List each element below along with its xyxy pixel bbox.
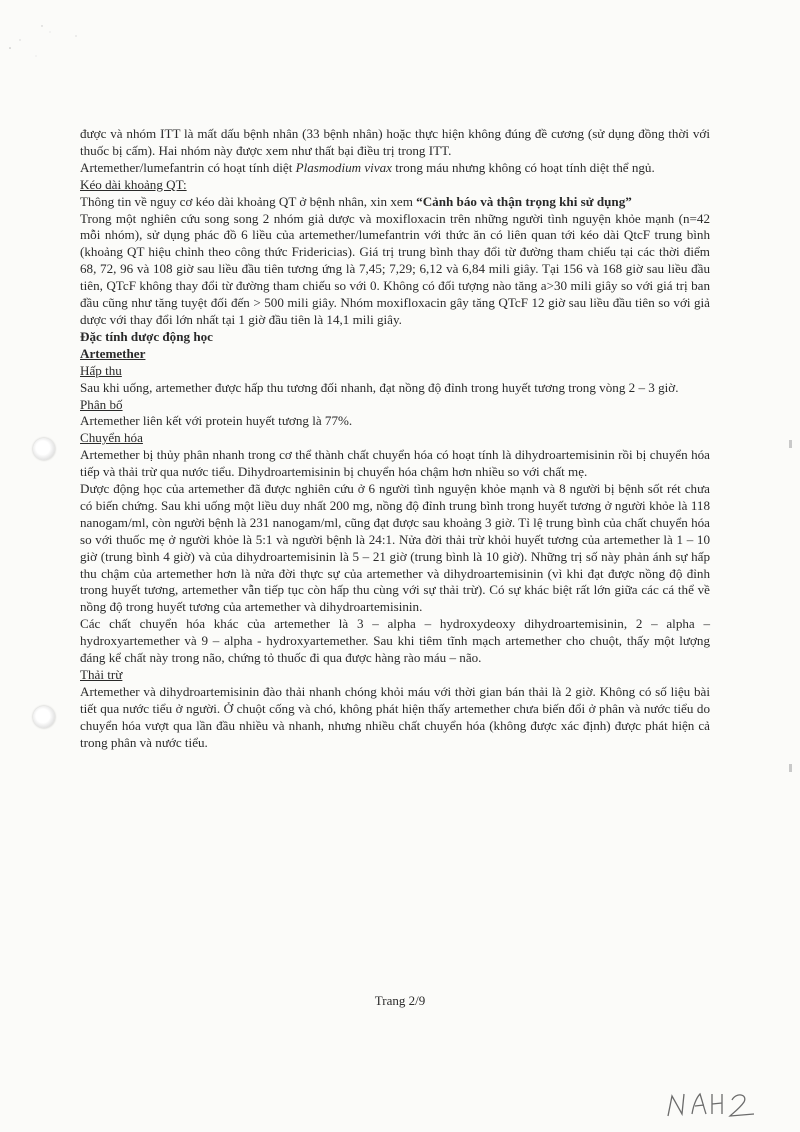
heading-elimination: Thải trừ xyxy=(80,667,123,682)
paragraph: Artemether bị thủy phân nhanh trong cơ thể thành chất chuyển hóa có hoạt tính là dihydroartemisinin rồi bị chuyển hóa tiếp và thải trừ qua nước tiểu. Dihydroartemisinin bị chuyển hóa chậm hơn nhiều so với chất mẹ. xyxy=(80,447,710,480)
species-name: Plasmodium vivax xyxy=(295,159,392,175)
section-heading-pharmacokinetics: Đặc tính dược động học xyxy=(80,328,213,344)
paragraph: Các chất chuyển hóa khác của artemether là 3 – alpha – hydroxydeoxy dihydroartemisinin, 2 – alpha – hydroxyartemether và 9 – alpha - hydroxyartemether. Sau khi tiêm tĩnh mạch artemether cho chuột, thấy một lượng đáng kể chất này trong não, chứng tỏ thuốc đi qua được hàng rào máu – não. xyxy=(80,616,710,666)
scan-specks xyxy=(6,18,96,68)
page-number: Trang 2/9 xyxy=(374,993,426,1008)
paragraph: Artemether/lumefantrin có hoạt tính diệt Plasmodium vivax trong máu nhưng không có hoạt tính diệt thể ngủ. xyxy=(80,159,655,175)
edge-mark xyxy=(789,764,792,772)
paragraph: Dược động học của artemether đã được nghiên cứu ở 6 người tình nguyện khỏe mạnh và 8 người bị bệnh sốt rét chưa có biến chứng. Sau khi uống một liều duy nhất 200 mg, nồng độ đỉnh trung bình trong huyết tương ở người khỏe là 118 nanogam/ml, còn người bệnh là 231 nanogam/ml, cũng đạt được sau khoảng 3 giờ. Tỉ lệ trung bình của chất chuyển hóa so với thuốc mẹ ở người khỏe là 5:1 và người bệnh là 24:1. Nửa đời thải trừ khỏi huyết tương của artemether là 1 – 10 giờ (trung bình 4 giờ) và của dihydroartemisinin là 5 – 21 giờ (trung bình là 10 giờ). Những trị số này phản ánh sự hấp thu chậm của artemether hơn là nửa đời thực sự của artemether và dihydroartemisinin (vì khi đạt được nồng độ đỉnh trong huyết tương, artemether vẫn tiếp tục còn hấp thu cùng với sự thải trừ). Có sự khác biệt rất lớn giữa các cá thể về nồng độ trong huyết tương của artemether và dihydroartemisinin. xyxy=(80,481,710,615)
heading-metabolism: Chuyển hóa xyxy=(80,430,143,446)
punch-hole-bottom xyxy=(33,706,55,728)
heading-distribution: Phân bố xyxy=(80,396,123,412)
subsection-heading-artemether: Artemether xyxy=(80,345,146,361)
handwritten-signature xyxy=(662,1088,772,1122)
cross-reference: “Cảnh báo và thận trọng khi sử dụng” xyxy=(416,193,632,209)
edge-mark xyxy=(789,440,792,448)
paragraph: Trong một nghiên cứu song song 2 nhóm giả dược và moxifloxacin trên những người tình nguyện khỏe mạnh (n=42 mỗi nhóm), sử dụng phác đồ 6 liều của artemether/lumefantrin với thức ăn có liên quan tới kéo dài QtcF trung bình (khoảng QT hiệu chỉnh theo công thức Fridericias). Giá trị trung bình thay đổi từ đường tham chiếu tại các thời điểm 68, 72, 96 và 108 giờ sau liều đầu tiên tương ứng là 7,45; 7,29; 6,12 và 6,84 mili giây. Tại 156 và 168 giờ sau liều đầu tiên, QTcF không thay đổi từ đường tham chiếu so với 0. Không có đối tượng nào tăng a>30 mili giây so với giá trị ban đầu cũng như tăng tuyệt đối đến > 500 mili giây. Nhóm moxifloxacin gây tăng QTcF 12 giờ sau liều đầu tiên so với giả dược với thay đổi lớn nhất tại 1 giờ đầu tiên là 14,1 mili giây. xyxy=(80,210,710,327)
paragraph: được và nhóm ITT là mất dấu bệnh nhân (33 bệnh nhân) hoặc thực hiện không đúng đề cương (sử dụng đồng thời với thuốc bị cấm). Hai nhóm này được xem như thất bại điều trị trong ITT. xyxy=(80,126,710,158)
heading-absorption: Hấp thu xyxy=(80,362,122,378)
punch-hole-top xyxy=(33,438,55,460)
paragraph: Sau khi uống, artemether được hấp thu tương đối nhanh, đạt nồng độ đỉnh trong huyết tương trong vòng 2 – 3 giờ. xyxy=(80,379,679,395)
paragraph: Artemether và dihydroartemisinin đào thải nhanh chóng khỏi máu với thời gian bán thải là 2 giờ. Không có số liệu bài tiết qua nước tiểu ở người. Ở chuột cống và chó, không phát hiện thấy artemether chưa biến đổi ở phân và nước tiểu do chuyển hóa vượt qua lần đầu nhiều và nhanh, nhưng nhiều chất chuyển hóa (không được xác định) được phát hiện cả trong phân và nước tiểu. xyxy=(80,683,710,750)
section-heading-qt: Kéo dài khoảng QT: xyxy=(80,176,187,192)
document-body xyxy=(80,126,710,752)
paragraph: Artemether liên kết với protein huyết tương là 77%. xyxy=(80,413,353,429)
paragraph: Thông tin về nguy cơ kéo dài khoảng QT ở bệnh nhân, xin xem “Cảnh báo và thận trọng khi sử dụng” xyxy=(80,193,632,209)
